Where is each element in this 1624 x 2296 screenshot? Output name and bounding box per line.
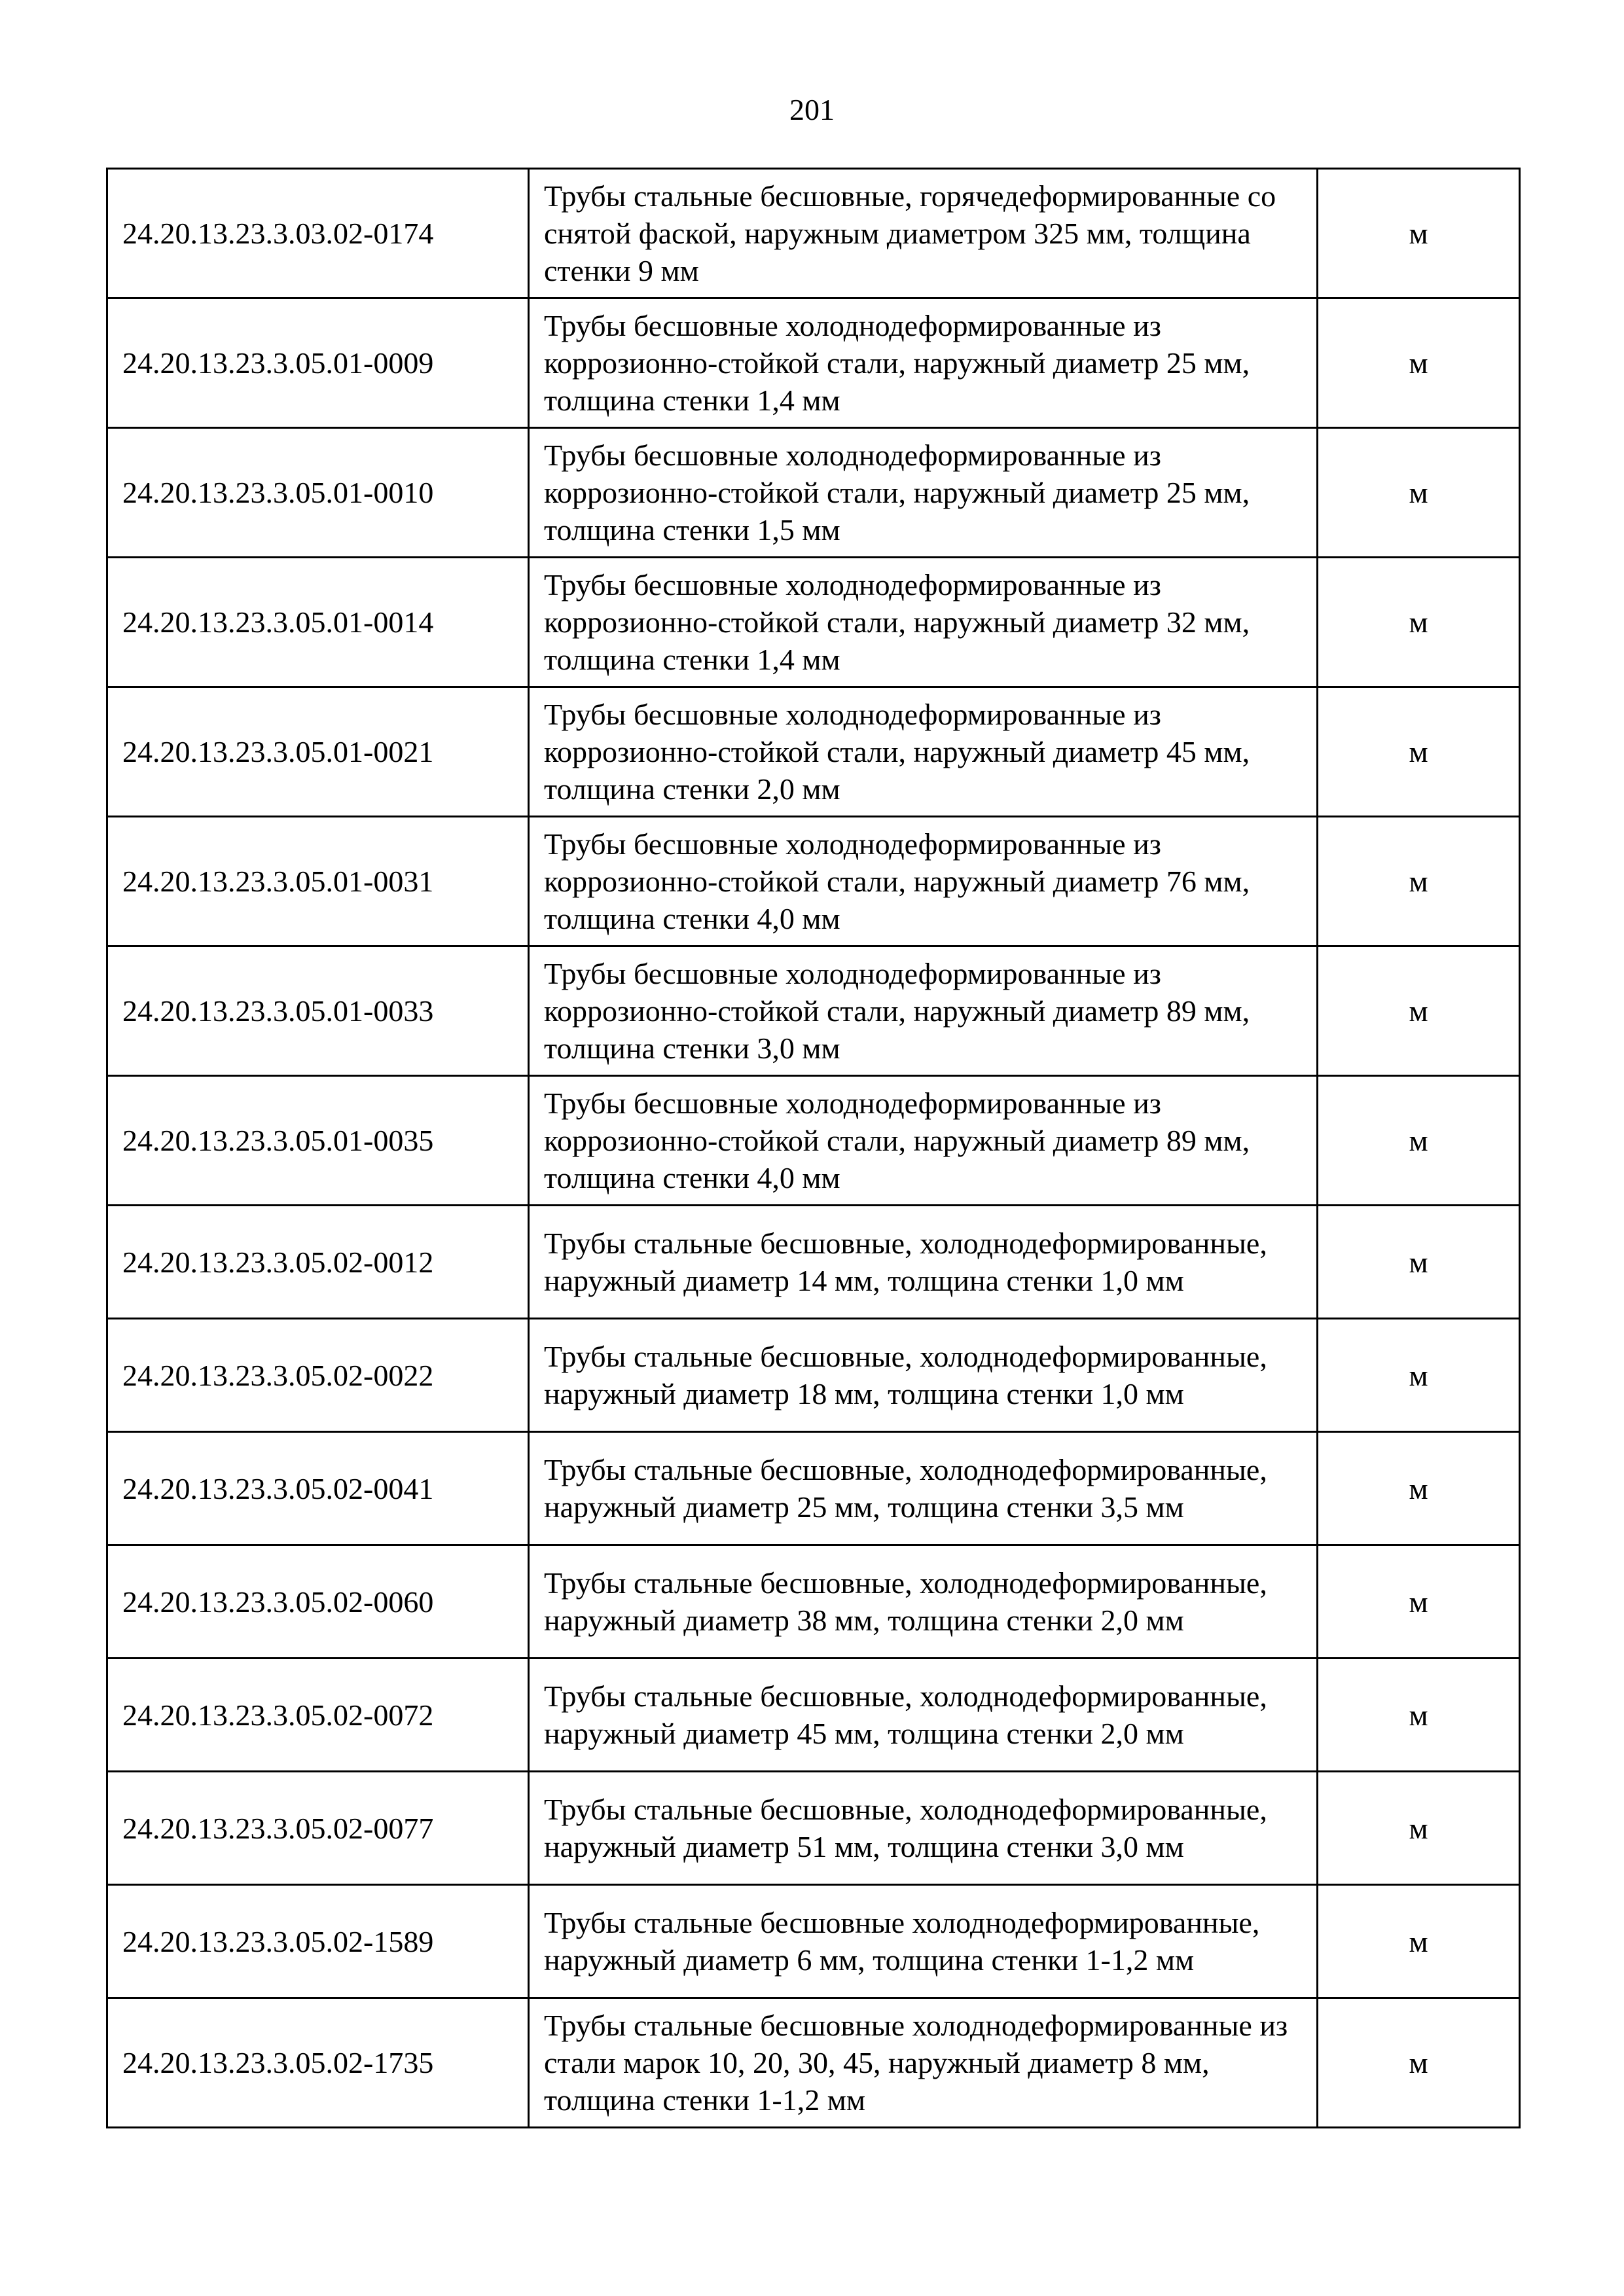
table-row (107, 428, 1520, 558)
cell-unit: м (1318, 687, 1520, 817)
cell-code: 24.20.13.23.3.05.01-0010 (107, 428, 529, 558)
table-row (107, 1659, 1520, 1772)
cell-code: 24.20.13.23.3.05.01-0009 (107, 298, 529, 428)
cell-unit: м (1318, 1076, 1520, 1206)
materials-table-body (107, 169, 1520, 2128)
cell-description: Трубы стальные бесшовные, холоднодеформированные, наружный диаметр 38 мм, толщина стенки 2,0 мм (529, 1545, 1318, 1659)
cell-description: Трубы бесшовные холоднодеформированные из коррозионно-стойкой стали, наружный диаметр 89 мм, толщина стенки 4,0 мм (529, 1076, 1318, 1206)
table-row (107, 946, 1520, 1076)
cell-description: Трубы стальные бесшовные, холоднодеформированные, наружный диаметр 18 мм, толщина стенки 1,0 мм (529, 1319, 1318, 1432)
table-row (107, 1545, 1520, 1659)
table-row (107, 1319, 1520, 1432)
cell-code: 24.20.13.23.3.05.02-1589 (107, 1885, 529, 1998)
cell-unit: м (1318, 946, 1520, 1076)
cell-unit: м (1318, 1545, 1520, 1659)
materials-table (106, 168, 1521, 2128)
page-number: 201 (789, 93, 835, 126)
cell-description: Трубы стальные бесшовные, холоднодеформированные, наружный диаметр 51 мм, толщина стенки 3,0 мм (529, 1772, 1318, 1885)
cell-code: 24.20.13.23.3.05.01-0035 (107, 1076, 529, 1206)
cell-unit: м (1318, 298, 1520, 428)
table-row (107, 1432, 1520, 1545)
cell-description: Трубы бесшовные холоднодеформированные из коррозионно-стойкой стали, наружный диаметр 32 мм, толщина стенки 1,4 мм (529, 558, 1318, 687)
table-row (107, 558, 1520, 687)
cell-unit: м (1318, 558, 1520, 687)
cell-unit: м (1318, 1659, 1520, 1772)
cell-code: 24.20.13.23.3.05.02-0072 (107, 1659, 529, 1772)
cell-code: 24.20.13.23.3.05.02-0077 (107, 1772, 529, 1885)
table-row (107, 1885, 1520, 1998)
cell-code: 24.20.13.23.3.05.01-0031 (107, 817, 529, 946)
cell-unit: м (1318, 1319, 1520, 1432)
table-row (107, 1998, 1520, 2128)
cell-code: 24.20.13.23.3.05.02-0012 (107, 1206, 529, 1319)
table-row (107, 298, 1520, 428)
cell-description: Трубы бесшовные холоднодеформированные из коррозионно-стойкой стали, наружный диаметр 89 мм, толщина стенки 3,0 мм (529, 946, 1318, 1076)
table-row (107, 687, 1520, 817)
cell-unit: м (1318, 817, 1520, 946)
cell-code: 24.20.13.23.3.05.01-0021 (107, 687, 529, 817)
cell-description: Трубы стальные бесшовные холоднодеформированные, наружный диаметр 6 мм, толщина стенки 1-1,2 мм (529, 1885, 1318, 1998)
table-row (107, 169, 1520, 298)
cell-code: 24.20.13.23.3.05.02-0060 (107, 1545, 529, 1659)
cell-description: Трубы стальные бесшовные, горячедеформированные со снятой фаской, наружным диаметром 325 мм, толщина стенки 9 мм (529, 169, 1318, 298)
cell-unit: м (1318, 1206, 1520, 1319)
cell-code: 24.20.13.23.3.05.02-0041 (107, 1432, 529, 1545)
table-row (107, 1076, 1520, 1206)
table-row (107, 1772, 1520, 1885)
cell-code: 24.20.13.23.3.05.02-1735 (107, 1998, 529, 2128)
cell-code: 24.20.13.23.3.03.02-0174 (107, 169, 529, 298)
cell-description: Трубы бесшовные холоднодеформированные из коррозионно-стойкой стали, наружный диаметр 25 мм, толщина стенки 1,4 мм (529, 298, 1318, 428)
cell-unit: м (1318, 1432, 1520, 1545)
cell-description: Трубы бесшовные холоднодеформированные из коррозионно-стойкой стали, наружный диаметр 45 мм, толщина стенки 2,0 мм (529, 687, 1318, 817)
cell-unit: м (1318, 169, 1520, 298)
table-row (107, 817, 1520, 946)
table-row (107, 1206, 1520, 1319)
cell-code: 24.20.13.23.3.05.02-0022 (107, 1319, 529, 1432)
cell-description: Трубы стальные бесшовные, холоднодеформированные, наружный диаметр 45 мм, толщина стенки 2,0 мм (529, 1659, 1318, 1772)
cell-unit: м (1318, 428, 1520, 558)
cell-unit: м (1318, 1885, 1520, 1998)
cell-code: 24.20.13.23.3.05.01-0033 (107, 946, 529, 1076)
cell-description: Трубы стальные бесшовные, холоднодеформированные, наружный диаметр 14 мм, толщина стенки 1,0 мм (529, 1206, 1318, 1319)
cell-description: Трубы стальные бесшовные, холоднодеформированные, наружный диаметр 25 мм, толщина стенки 3,5 мм (529, 1432, 1318, 1545)
cell-description: Трубы стальные бесшовные холоднодеформированные из стали марок 10, 20, 30, 45, наружный диаметр 8 мм, толщина стенки 1-1,2 мм (529, 1998, 1318, 2128)
cell-description: Трубы бесшовные холоднодеформированные из коррозионно-стойкой стали, наружный диаметр 76 мм, толщина стенки 4,0 мм (529, 817, 1318, 946)
cell-unit: м (1318, 1998, 1520, 2128)
cell-code: 24.20.13.23.3.05.01-0014 (107, 558, 529, 687)
cell-unit: м (1318, 1772, 1520, 1885)
cell-description: Трубы бесшовные холоднодеформированные из коррозионно-стойкой стали, наружный диаметр 25 мм, толщина стенки 1,5 мм (529, 428, 1318, 558)
